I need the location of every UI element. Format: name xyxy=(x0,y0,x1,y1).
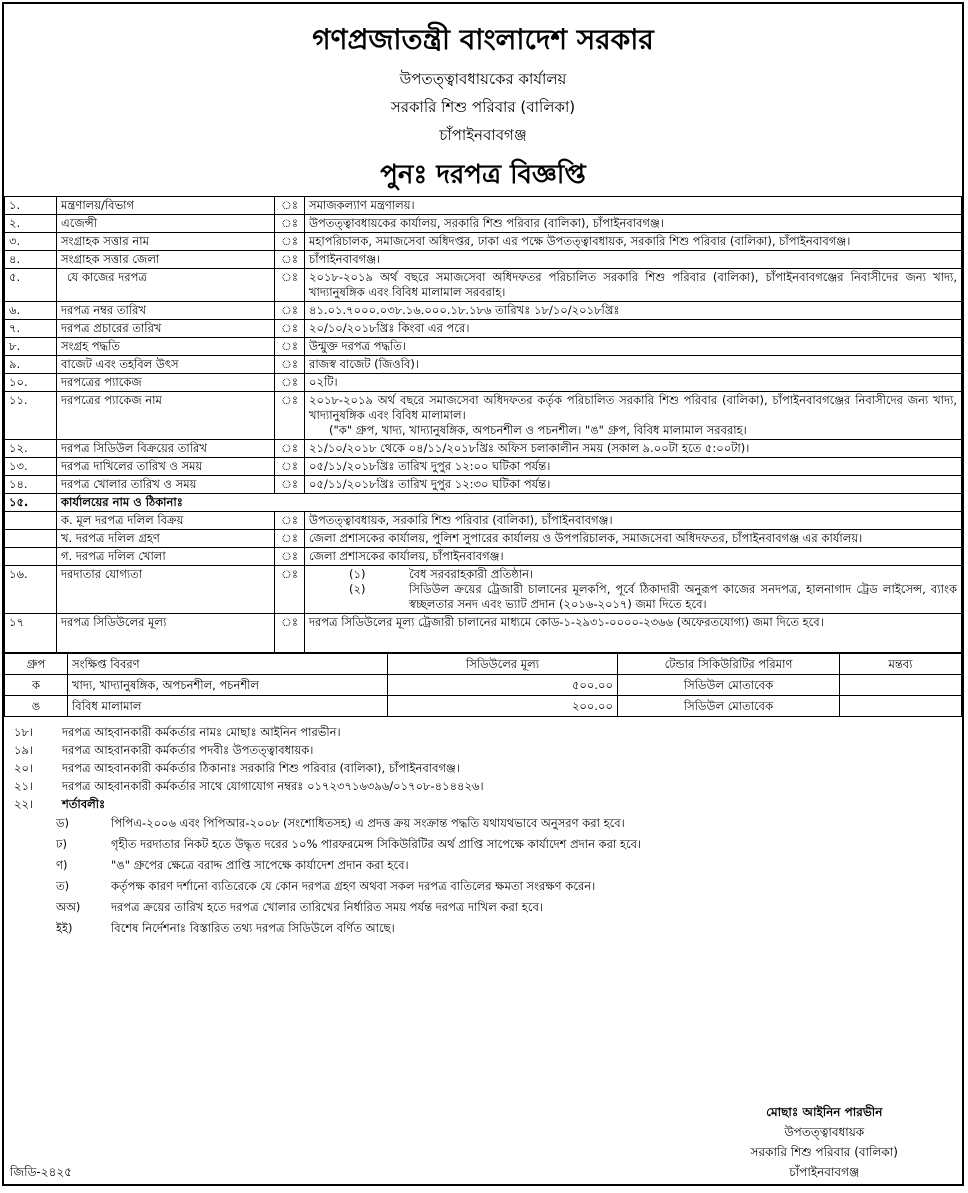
row-label: দরদাতার যোগ্যতা xyxy=(57,566,275,614)
table-row xyxy=(5,696,962,717)
row-separator: ঃ xyxy=(275,548,305,566)
value-text: ০৫/১১/২০১৮খ্রিঃ তারিখ দুপুর ১২:৩০ ঘটিকা পর্যন্ত। xyxy=(309,477,551,491)
row-label: দরপত্র দাখিলের তারিখ ও সময় xyxy=(57,458,275,476)
price-cell: ২০০.০০ xyxy=(388,696,618,717)
row-number: ৪. xyxy=(5,251,57,269)
header-price: সিডিউলের মূল্য xyxy=(388,654,618,675)
row-number: ১৭ xyxy=(5,614,57,653)
row-separator: ঃ xyxy=(275,356,305,374)
table-row xyxy=(5,548,962,566)
row-number: ৫. xyxy=(5,269,57,302)
row-number: ১. xyxy=(5,197,57,215)
row-value: জেলা প্রশাসকের কার্যালয়, চাঁপাইনবাবগঞ্জ। xyxy=(305,548,962,566)
signature-block xyxy=(751,1102,898,1182)
row-number: ৮. xyxy=(5,338,57,356)
table-row xyxy=(5,458,962,476)
row-value: দরপত্র সিডিউলের মূল্য ট্রেজারী চালানের মাধ্যমে কোড-১-২৯৩১-০০০০-২৩৬৬ (অফেরতযোগ্য) জমা দিতে হবে। xyxy=(305,614,962,653)
value-text: ০২টি। xyxy=(309,375,338,389)
row-number: ৭. xyxy=(5,320,57,338)
table-row xyxy=(5,494,962,512)
header-remark: মন্তব্য xyxy=(840,654,962,675)
row-value xyxy=(305,233,962,251)
condition-item: ইই) বিশেষ নির্দেশনাঃ বিস্তারিত তথ্য দরপত্র সিডিউলে বর্ণিত আছে। xyxy=(56,921,395,935)
row-value xyxy=(305,566,962,614)
row-value xyxy=(305,338,962,356)
table-row xyxy=(5,374,962,392)
qualification-number: (১) xyxy=(349,567,366,581)
tender-notice-page xyxy=(2,2,964,1186)
row-separator: ঃ xyxy=(275,512,305,530)
row-value xyxy=(305,302,962,320)
row-label: যে কাজের দরপত্র xyxy=(57,269,275,302)
schedule-price-table xyxy=(4,653,962,717)
row-value xyxy=(305,251,962,269)
header-description: সংক্ষিপ্ত বিবরণ xyxy=(68,654,388,675)
gd-code: জিডি-২৪২৫ xyxy=(10,1165,72,1179)
security-cell: সিডিউল মোতাবেক xyxy=(618,696,840,717)
row-separator: ঃ xyxy=(275,215,305,233)
qualification-item xyxy=(309,582,957,612)
conditions-heading: ২২। শর্তাবলীঃ xyxy=(14,797,106,811)
value-text: উন্মুক্ত দরপত্র পদ্ধতি। xyxy=(309,339,407,353)
conditions-list xyxy=(4,813,962,939)
row-value xyxy=(305,320,962,338)
condition-item: অঅ) দরপত্র ক্রয়ের তারিখ হতে দরপত্র খোলার তারিখের নির্ধারিত সময় পর্যন্ত দরপত্র দাখিল করা হবে। xyxy=(56,900,543,914)
row-label: দরপত্র প্রচারের তারিখ xyxy=(57,320,275,338)
row-label: খ. দরপত্র দলিল গ্রহণ xyxy=(57,530,275,548)
officer-line: ২১। দরপত্র আহবানকারী কর্মকর্তার সাথে যোগাযোগ নম্বরঃ ০১৭২৩৭১৬৩৯৬/০১৭০৮-৪১৪৪২৬। xyxy=(14,779,484,793)
remark-cell xyxy=(840,696,962,717)
table-row xyxy=(5,320,962,338)
row-value xyxy=(305,392,962,440)
value-text: ২০১৮-২০১৯ অর্থ বছরে সমাজসেবা অধিদফতর কর্তৃক পরিচালিত সরকারি শিশু পরিবার (বালিকা), চাঁপাইনবাবগঞ্জের নিবাসীদের জন্য খাদ্য, খাদ্যানুষঙ্গিক এবং বিবিধ মালামাল। xyxy=(309,393,957,422)
value-text: ২০১৮-২০১৯ অর্থ বছরে সমাজসেবা অধিদফতর পরিচালিত সরকারি শিশু পরিবার (বালিকা), চাঁপাইনবাবগঞ্জের নিবাসীদের জন্য খাদ্য, খাদ্যানুষঙ্গিক এবং বিবিধ মালামাল সরবরাহ। xyxy=(309,270,957,299)
value-text: ২০/১০/২০১৮খ্রিঃ কিংবা এর পরে। xyxy=(309,321,470,335)
table-row xyxy=(5,251,962,269)
value-text: সমাজকল্যাণ মন্ত্রণালয়। xyxy=(309,198,415,212)
row-value xyxy=(305,458,962,476)
value-text: উপতত্ত্বাবধায়কের কার্যালয়, সরকারি শিশু পরিবার (বালিকা), চাঁপাইনবাবগঞ্জ। xyxy=(309,216,664,230)
table-row xyxy=(5,215,962,233)
row-number: ২. xyxy=(5,215,57,233)
row-separator: ঃ xyxy=(275,614,305,653)
row-number: ১৩. xyxy=(5,458,57,476)
officer-line: ১৮। দরপত্র আহবানকারী কর্মকর্তার নামঃ মোছাঃ আইনিন পারভীন। xyxy=(14,725,341,739)
table-row xyxy=(5,530,962,548)
row-number: ৩. xyxy=(5,233,57,251)
group-cell: ক xyxy=(5,675,68,696)
table-row xyxy=(5,392,962,440)
qualification-item xyxy=(309,567,957,582)
schedule-header-row xyxy=(5,654,962,675)
row-separator: ঃ xyxy=(275,566,305,614)
description-cell: বিবিধ মালামাল xyxy=(68,696,388,717)
row-value: উপতত্ত্বাবধায়ক, সরকারি শিশু পরিবার (বালিকা), চাঁপাইনবাবগঞ্জ। xyxy=(305,512,962,530)
row-number: ১৪. xyxy=(5,476,57,494)
row-label: সংগ্রাহক সত্তার জেলা xyxy=(57,251,275,269)
tender-details-table xyxy=(4,196,962,653)
row-value xyxy=(305,269,962,302)
row-separator: ঃ xyxy=(275,233,305,251)
row-value xyxy=(305,356,962,374)
row-label: দরপত্রের প্যাকেজ xyxy=(57,374,275,392)
institution-name: সরকারি শিশু পরিবার (বালিকা) xyxy=(390,98,576,116)
value-text-groups: ("ক" গ্রুপ, খাদ্য, খাদ্যানুষঙ্গিক, অপচনশীল ও পচনশীল। "ঙ" গ্রুপ, বিবিধ মালামাল সরবরাহ। xyxy=(329,423,747,437)
table-row xyxy=(5,675,962,696)
description-cell: খাদ্য, খাদ্যানুষঙ্গিক, অপচনশীল, পচনশীল xyxy=(68,675,388,696)
signatory-institution: সরকারি শিশু পরিবার (বালিকা) xyxy=(750,1145,898,1159)
header-security: টেন্ডার সিকিউরিটির পরিমাণ xyxy=(618,654,840,675)
row-number: ৬. xyxy=(5,302,57,320)
row-value xyxy=(305,215,962,233)
table-row xyxy=(5,440,962,458)
row-separator: ঃ xyxy=(275,476,305,494)
row-label: দরপত্র নম্বর তারিখ xyxy=(57,302,275,320)
qualification-text: বৈধ সরবরাহকারী প্রতিষ্ঠান। xyxy=(409,567,534,581)
table-row xyxy=(5,476,962,494)
value-text: ৪১.০১.৭০০০.০৩৮.১৬.০০০.১৮.১৮৬ তারিখঃ ১৮/১০/২০১৮খ্রিঃ xyxy=(309,303,620,317)
table-row xyxy=(5,614,962,653)
value-text: ০৫/১১/২০১৮খ্রিঃ তারিখ দুপুর ১২:০০ ঘটিকা পর্যন্ত। xyxy=(309,459,551,473)
row-label: মন্ত্রণালয়/বিভাগ xyxy=(57,197,275,215)
price-cell: ৫০০.০০ xyxy=(388,675,618,696)
header-group: গ্রুপ xyxy=(5,654,68,675)
table-row xyxy=(5,566,962,614)
office-name: উপতত্ত্বাবধায়কের কার্যালয় xyxy=(399,70,567,88)
district-name: চাঁপাইনবাবগঞ্জ xyxy=(439,126,527,144)
table-row xyxy=(5,512,962,530)
notice-title: পুনঃ দরপত্র বিজ্ঞপ্তি xyxy=(380,160,586,190)
row-label: ক. মূল দরপত্র দলিল বিক্রয় xyxy=(57,512,275,530)
row-number: ১৬. xyxy=(5,566,57,614)
row-number: ১০. xyxy=(5,374,57,392)
row-value xyxy=(305,197,962,215)
row-label: সংগ্রাহক সত্তার নাম xyxy=(57,233,275,251)
row-separator: ঃ xyxy=(275,251,305,269)
row-separator: ঃ xyxy=(275,440,305,458)
value-text: মহাপরিচালক, সমাজসেবা অধিদপ্তর, ঢাকা এর পক্ষে উপতত্ত্বাবধায়ক, সরকারি শিশু পরিবার (বালিকা), চাঁপাইনবাবগঞ্জ। xyxy=(309,234,851,248)
row-separator: ঃ xyxy=(275,530,305,548)
row-separator: ঃ xyxy=(275,302,305,320)
row-number: ১২. xyxy=(5,440,57,458)
security-cell: সিডিউল মোতাবেক xyxy=(618,675,840,696)
qualification-number: (২) xyxy=(349,582,366,596)
condition-item: ণ) "ঙ" গ্রুপের ক্ষেত্রে বরাদ্দ প্রাপ্তি সাপেক্ষে কার্যাদেশ প্রদান করা হবে। xyxy=(56,858,409,872)
row-number-empty xyxy=(5,512,57,530)
row-value xyxy=(305,374,962,392)
row-number: ৯. xyxy=(5,356,57,374)
row-label: দরপত্র খোলার তারিখ ও সময় xyxy=(57,476,275,494)
row-number-empty xyxy=(5,530,57,548)
condition-item: ঢ) গৃহীত দরদাতার নিকট হতে উদ্ধৃত দরের ১০% পারফরমেন্স সিকিউরিটির অর্থ প্রাপ্তি সাপেক্ষে কার্যাদেশ প্রদান করা হবে। xyxy=(56,837,642,851)
row-value: জেলা প্রশাসকের কার্যালয়, পুলিশ সুপারের কার্যালয় ও উপপরিচালক, সমাজসেবা অধিদফতর, চাঁপাইনবাবগঞ্জ এর কার্যালয়। xyxy=(305,530,962,548)
qualification-text: সিডিউল ক্রয়ের ট্রেজারী চালানের মূলকপি, পূর্বে ঠিকাদারী অনুরূপ কাজের সনদপত্র, হালনাগাদ ট্রেড লাইসেন্স, ব্যাংক স্বচ্ছলতার সনদ এবং ভ্যাট প্রদান (২০১৬-২০১৭) জমা দিতে হবে। xyxy=(409,582,957,611)
condition-item: ড) পিপিএ-২০০৬ এবং পিপিআর-২০০৮ (সংশোধিতসহ) এ প্রদত্ত ক্রয় সংক্রান্ত পদ্ধতি যথাযথভাবে অনুসরণ করা হবে। xyxy=(56,816,625,830)
table-row xyxy=(5,197,962,215)
table-row xyxy=(5,338,962,356)
notice-header xyxy=(4,4,962,196)
value-text: ২১/১০/২০১৮ থেকে ০৪/১১/২০১৮খ্রিঃ অফিস চলাকালীন সময় (সকাল ৯.০০টা হতে ৫:০০টা)। xyxy=(309,441,750,455)
officer-line: ২০। দরপত্র আহবানকারী কর্মকর্তার ঠিকানাঃ সরকারি শিশু পরিবার (বালিকা), চাঁপাইনবাবগঞ্জ। xyxy=(14,761,460,775)
signatory-designation: উপতত্ত্বাবধায়ক xyxy=(784,1125,865,1139)
signatory-name: মোছাঃ আইনিন পারভীন xyxy=(766,1105,883,1119)
row-separator: ঃ xyxy=(275,320,305,338)
group-cell: ঙ xyxy=(5,696,68,717)
signatory-district: চাঁপাইনবাবগঞ্জ xyxy=(789,1165,860,1179)
row-label: দরপত্র সিডিউল বিক্রয়ের তারিখ xyxy=(57,440,275,458)
remark-cell xyxy=(840,675,962,696)
officer-line: ১৯। দরপত্র আহবানকারী কর্মকর্তার পদবীঃ উপতত্ত্বাবধায়ক। xyxy=(14,743,314,757)
row-label: দরপত্রের প্যাকেজ নাম xyxy=(57,392,275,440)
row-value xyxy=(305,476,962,494)
row-separator: ঃ xyxy=(275,197,305,215)
table-row xyxy=(5,302,962,320)
value-text: রাজস্ব বাজেট (জিওবি)। xyxy=(309,357,419,371)
row-separator: ঃ xyxy=(275,392,305,440)
row-label: এজেন্সী xyxy=(57,215,275,233)
row-label: দরপত্র সিডিউলের মূল্য xyxy=(57,614,275,653)
government-title: গণপ্রজাতন্ত্রী বাংলাদেশ সরকার xyxy=(312,23,654,56)
row-number: ১৫. xyxy=(5,494,57,512)
row-label: সংগ্রহ পদ্ধতি xyxy=(57,338,275,356)
table-row xyxy=(5,269,962,302)
row-value xyxy=(305,440,962,458)
row-label: বাজেট এবং তহবিল উৎস xyxy=(57,356,275,374)
row-label: কার্যালয়ের নাম ও ঠিকানাঃ xyxy=(57,494,962,512)
row-separator: ঃ xyxy=(275,269,305,302)
row-number-empty xyxy=(5,548,57,566)
table-row xyxy=(5,233,962,251)
row-separator: ঃ xyxy=(275,374,305,392)
row-label: গ. দরপত্র দলিল খোলা xyxy=(57,548,275,566)
condition-item: ত) কর্তৃপক্ষ কারণ দর্শানো ব্যতিরেকে যে কোন দরপত্র গ্রহণ অথবা সকল দরপত্র বাতিলের ক্ষমতা সংরক্ষণ করেন। xyxy=(56,879,596,893)
value-text: চাঁপাইনবাবগঞ্জ। xyxy=(309,252,381,266)
table-row xyxy=(5,356,962,374)
row-separator: ঃ xyxy=(275,338,305,356)
officer-info xyxy=(4,723,962,813)
row-number: ১১. xyxy=(5,392,57,440)
row-separator: ঃ xyxy=(275,458,305,476)
